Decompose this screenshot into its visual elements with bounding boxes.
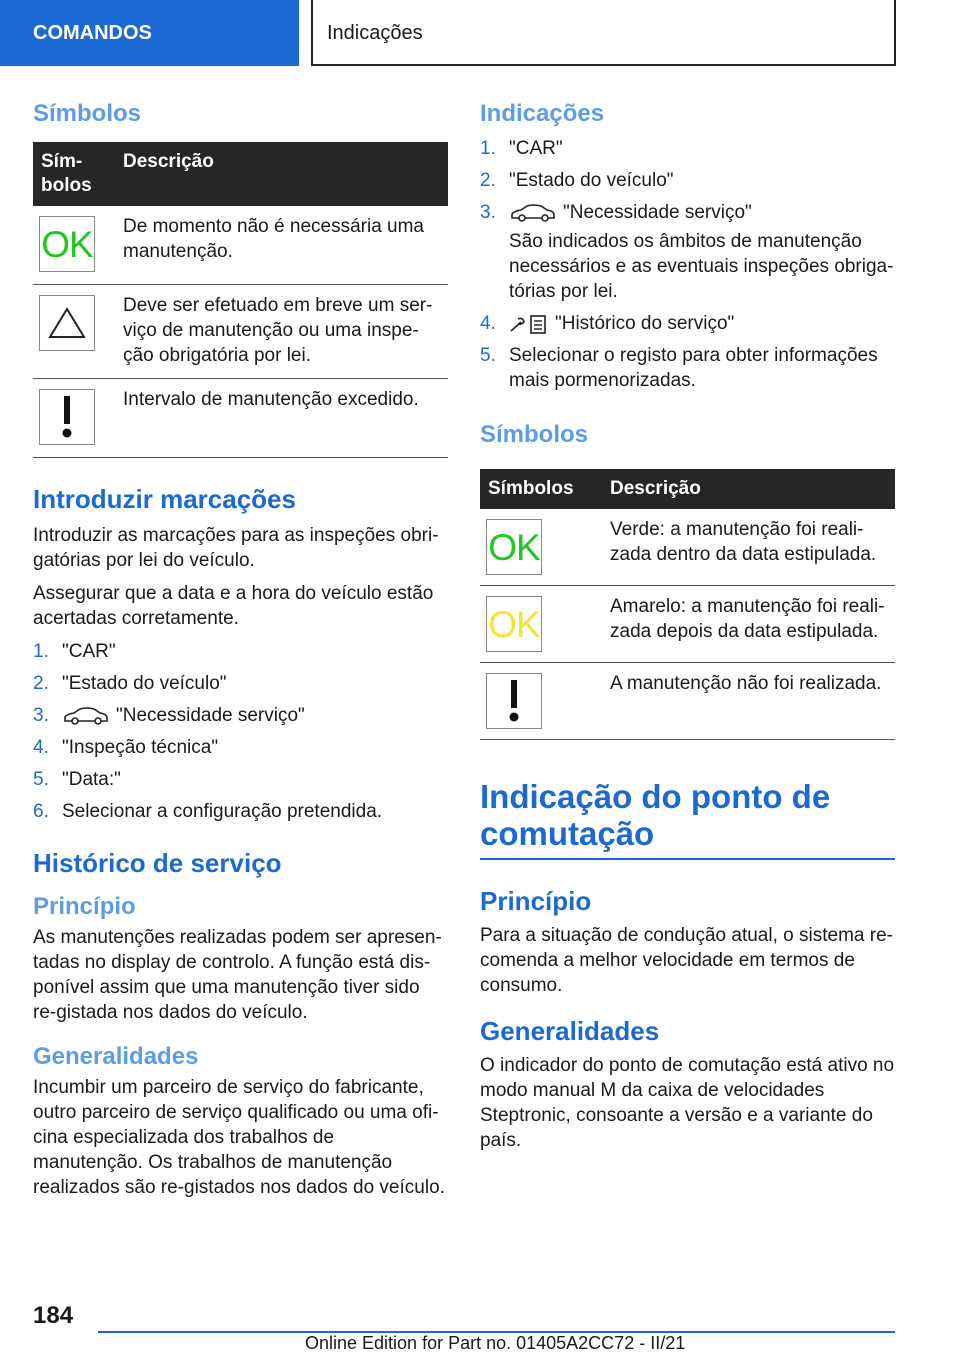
row-description: Intervalo de manutenção excedido.: [115, 379, 448, 458]
row-description: Verde: a manutenção foi reali-zada dentro da data estipulada.: [602, 509, 895, 586]
principle-paragraph: As manutenções realizadas podem ser apresen-tadas no display de controlo. A função está dis-ponível assim que uma manutenção tiver sido re-gistada nos dados do veículo.: [33, 927, 442, 1023]
car-service-icon: [509, 203, 557, 223]
exclamation-icon: [39, 389, 95, 445]
chapter-title: Indicações: [311, 0, 896, 66]
list-item: 2. "Estado do veículo": [480, 170, 674, 191]
service-history-icon: [509, 313, 549, 335]
marks-paragraph-2: Assegurar que a data e a hora do veículo estão acertadas corretamente.: [33, 583, 434, 629]
table-row: [480, 586, 895, 663]
page-number: 184: [33, 1302, 74, 1329]
left-column: [33, 100, 448, 1208]
shift-indicator-heading: Indicação do ponto de comutação: [480, 778, 895, 860]
table-header-symbols: Símbolos: [480, 469, 602, 509]
row-description: A manutenção não foi realizada.: [602, 663, 895, 740]
list-item: 3. "Necessidade serviço" São indicados os âmbitos de manutenção necessários e as eventuais inspeções obriga-tórias por lei.: [480, 202, 894, 302]
general-paragraph: O indicador do ponto de comutação está ativo no modo manual M da caixa de velocidades Steptronic, consoante a versão e a variante do país.: [480, 1055, 895, 1151]
exclamation-icon: [486, 673, 542, 729]
symbols-heading: Símbolos: [33, 100, 142, 127]
right-column: [480, 100, 895, 1161]
car-service-icon: [62, 706, 110, 726]
history-heading: Histórico de serviço: [33, 848, 282, 878]
ok-green-icon: OK: [39, 216, 95, 272]
indications-heading: Indicações: [480, 100, 605, 127]
table-header-description: Descrição: [115, 142, 448, 206]
list-item: 5. "Data:": [33, 769, 121, 790]
table-header-symbols: Sím-bolos: [33, 142, 115, 206]
list-item: 3. "Necessidade serviço": [33, 705, 305, 726]
principle-heading: Princípio: [33, 893, 136, 920]
row-description: Deve ser efetuado em breve um ser-viço de manutenção ou uma inspe-ção obrigatória por lei.: [115, 285, 448, 379]
general-heading: Generalidades: [480, 1016, 660, 1046]
table-row: [33, 206, 448, 285]
general-heading: Generalidades: [33, 1043, 199, 1070]
warning-triangle-icon: [39, 295, 95, 351]
symbols-table: [480, 469, 895, 740]
table-row: [480, 663, 895, 740]
list-item: 4. "Inspeção técnica": [33, 737, 219, 758]
edition-text: Online Edition for Part no. 01405A2CC72 - II/21: [305, 1333, 686, 1353]
list-item: 1. "CAR": [480, 138, 563, 159]
list-item: 5. Selecionar o registo para obter informações mais pormenorizadas.: [480, 345, 878, 391]
list-item: 2. "Estado do veículo": [33, 673, 227, 694]
indications-steps: [480, 136, 895, 393]
general-paragraph: Incumbir um parceiro de serviço do fabricante, outro parceiro de serviço qualificado ou uma ofi-cina especializada dos trabalhos de manutenção. Os trabalhos de manutenção realizados são re-gistados nos dados do veículo.: [33, 1077, 445, 1198]
symbols-table: [33, 142, 448, 458]
marks-heading: Introduzir marcações: [33, 484, 296, 514]
page-header: [0, 0, 960, 66]
list-item: 6. Selecionar a configuração pretendida.: [33, 801, 383, 822]
principle-paragraph: Para a situação de condução atual, o sistema re-comenda a melhor velocidade em termos de consumo.: [480, 925, 893, 996]
marks-paragraph-1: Introduzir as marcações para as inspeções obri-gatórias por lei do veículo.: [33, 525, 439, 571]
table-row: [33, 285, 448, 379]
ok-yellow-icon: OK: [486, 596, 542, 652]
row-description: De momento não é necessária uma manutenção.: [115, 206, 448, 285]
section-tab: COMANDOS: [0, 0, 299, 66]
table-row: [33, 379, 448, 458]
marks-steps: [33, 639, 448, 824]
table-header-description: Descrição: [602, 469, 895, 509]
principle-heading: Princípio: [480, 886, 592, 916]
symbols-heading: Símbolos: [480, 421, 589, 448]
row-description: Amarelo: a manutenção foi reali-zada depois da data estipulada.: [602, 586, 895, 663]
list-item: 4. "Histórico do serviço": [480, 313, 735, 334]
table-row: [480, 509, 895, 586]
ok-green-icon: OK: [486, 519, 542, 575]
list-item: 1. "CAR": [33, 641, 116, 662]
